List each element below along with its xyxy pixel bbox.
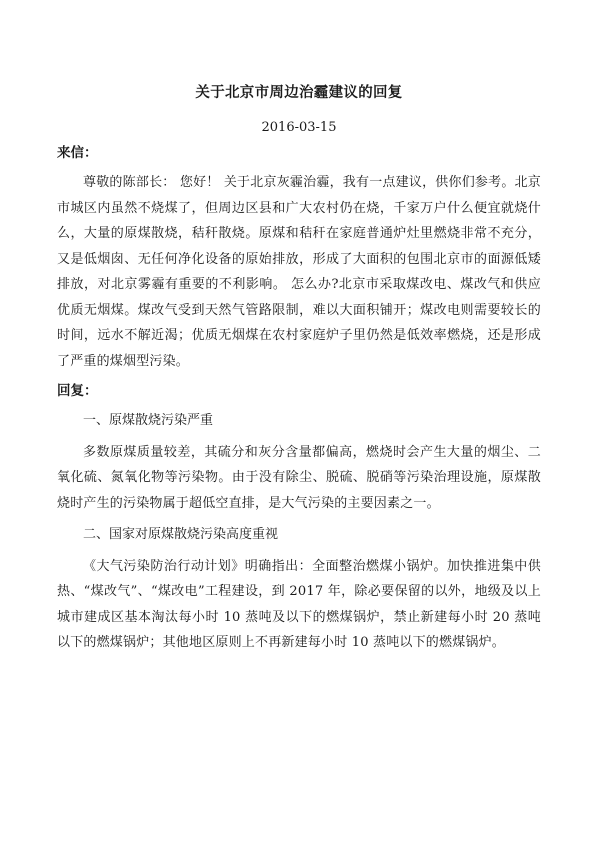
reply-section-1-heading: 一、原煤散烧污染严重 xyxy=(83,413,214,428)
letter-heading: 来信： xyxy=(57,145,98,161)
reply-section-2-heading: 二、国家对原煤散烧污染高度重视 xyxy=(83,527,279,542)
document-date: 2016-03-15 xyxy=(261,120,337,135)
letter-body: 尊敬的陈部长： 您好！ 关于北京灰霾治霾，我有一点建议，供你们参考。北京市城区内虽然不烧煤了，但周边区县和广大农村仍在烧，千家万户什么便宜就烧什么，大量的原煤散烧，秸秆散烧。原煤和秸秆在家庭普通炉灶里燃烧非常不充分，又是低烟囱、无任何净化设备的原始排放，形成了大面积的包围北京市的面源低矮排放，对北京雾霾有重要的不利影响。 怎么办?北京市采取煤改电、煤改气和供应优质无烟煤。煤改气受到天然气管路限制，难以大面积铺开；煤改电则需要较长的时间，远水不解近渴；优质无烟煤在农村家庭炉子里仍然是低效率燃烧，还是形成了严重的煤烟型污染。 xyxy=(57,175,541,369)
document-title: 关于北京市周边治霾建议的回复 xyxy=(195,85,403,101)
reply-section-1-body: 多数原煤质量较差，其硫分和灰分含量都偏高，燃烧时会产生大量的烟尘、二氧化硫、氮氧化物等污染物。由于没有除尘、脱硫、脱硝等污染治理设施，原煤散烧时产生的污染物属于超低空直排，是大气污染的主要因素之一。 xyxy=(57,444,541,511)
reply-section-2-body: 《大气污染防治行动计划》明确指出：全面整治燃煤小锅炉。加快推进集中供热、“煤改气”、“煤改电”工程建设，到 2017 年，除必要保留的以外，地级及以上城市建成区基本淘汰每小时 10 蒸吨及以下的燃煤锅炉，禁止新建每小时 20 蒸吨以下的燃煤锅炉；其他地区原则上不再新建每小时 10 蒸吨以下的燃煤锅炉。 xyxy=(57,558,541,650)
reply-heading: 回复： xyxy=(57,383,98,399)
document-page xyxy=(57,82,541,658)
